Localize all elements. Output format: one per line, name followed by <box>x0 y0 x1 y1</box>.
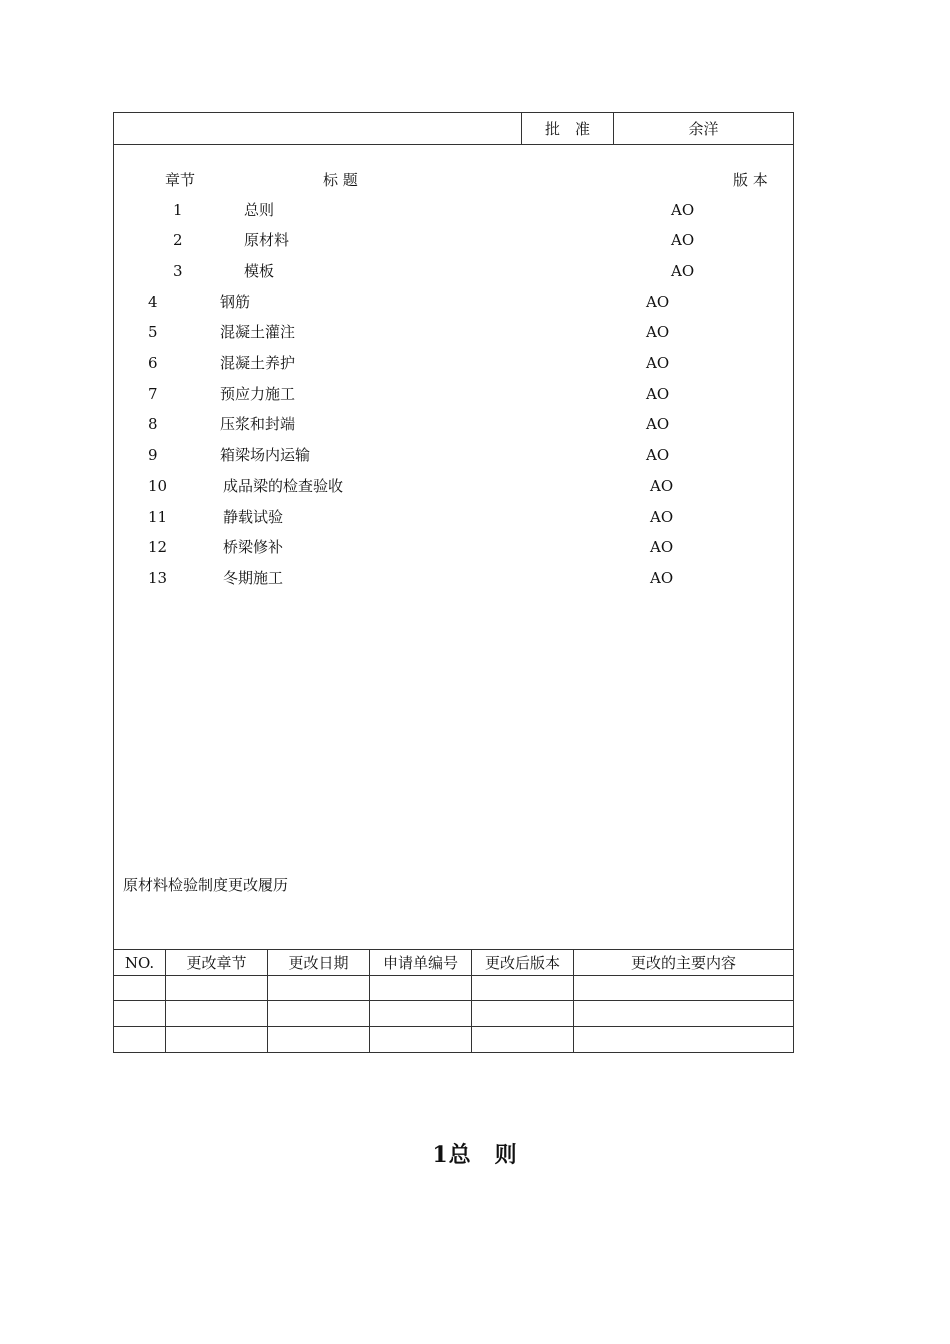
toc-row-title: 钢筋 <box>220 293 251 311</box>
toc-row-title: 冬期施工 <box>223 569 284 587</box>
toc-row-version: AO <box>646 446 670 464</box>
toc-row-number: 10 <box>148 477 168 495</box>
toc-row-version: AO <box>650 538 674 556</box>
toc-row-version: AO <box>650 477 674 495</box>
history-header-cell: 更改章节 <box>186 954 247 972</box>
toc-row-title: 混凝土养护 <box>220 354 296 372</box>
history-header-cell: 申请单编号 <box>382 954 458 972</box>
toc-row-number: 8 <box>148 415 158 433</box>
toc-row-number: 11 <box>148 508 168 526</box>
document-frame <box>113 112 794 1053</box>
toc-row-number: 9 <box>148 446 158 464</box>
toc-row-title: 预应力施工 <box>220 385 296 403</box>
toc-row-title: 压浆和封端 <box>220 415 296 433</box>
toc-row-version: AO <box>650 569 674 587</box>
toc-row-version: AO <box>650 508 674 526</box>
toc-row-number: 6 <box>148 354 158 372</box>
approve-label: 批 准 <box>544 120 590 138</box>
toc-header-version: 版 本 <box>733 171 768 189</box>
history-header-cell: 更改的主要内容 <box>630 954 736 972</box>
toc-row-number: 5 <box>148 323 158 341</box>
toc-row-number: 4 <box>148 293 158 311</box>
toc-header-chapter: 章节 <box>165 171 196 189</box>
history-row-line-3 <box>113 1026 794 1027</box>
history-table-top <box>113 949 794 950</box>
toc-row-version: AO <box>646 415 670 433</box>
toc-row-title: 成品梁的检查验收 <box>223 477 344 495</box>
toc-row-title: 混凝土灌注 <box>220 323 296 341</box>
section-title: 1总 则 <box>432 1142 518 1168</box>
toc-row-number: 1 <box>173 201 183 219</box>
approver-name: 余洋 <box>688 120 719 138</box>
toc-row-version: AO <box>671 231 695 249</box>
toc-row-title: 箱梁场内运输 <box>220 446 311 464</box>
toc-row-version: AO <box>646 323 670 341</box>
toc-row-version: AO <box>671 262 695 280</box>
toc-row-version: AO <box>646 293 670 311</box>
header-divider <box>113 144 794 145</box>
toc-row-title: 桥梁修补 <box>223 538 284 556</box>
toc-row-version: AO <box>646 385 670 403</box>
toc-row-title: 静载试验 <box>223 508 284 526</box>
history-row-line-2 <box>113 1000 794 1001</box>
toc-row-number: 13 <box>148 569 168 587</box>
toc-row-title: 总则 <box>244 201 275 219</box>
history-header-cell: 更改后版本 <box>484 954 560 972</box>
toc-header-title: 标 题 <box>323 171 358 189</box>
toc-row-title: 模板 <box>244 262 275 280</box>
history-header-cell: 更改日期 <box>288 954 349 972</box>
history-row-line-1 <box>113 975 794 976</box>
toc-row-number: 12 <box>148 538 168 556</box>
toc-row-version: AO <box>671 201 695 219</box>
toc-row-title: 原材料 <box>244 231 290 249</box>
toc-row-number: 3 <box>173 262 183 280</box>
history-header-cell: NO. <box>124 954 155 972</box>
toc-row-version: AO <box>646 354 670 372</box>
toc-row-number: 7 <box>148 385 158 403</box>
toc-row-number: 2 <box>173 231 183 249</box>
history-caption: 原材料检验制度更改履历 <box>123 876 289 894</box>
